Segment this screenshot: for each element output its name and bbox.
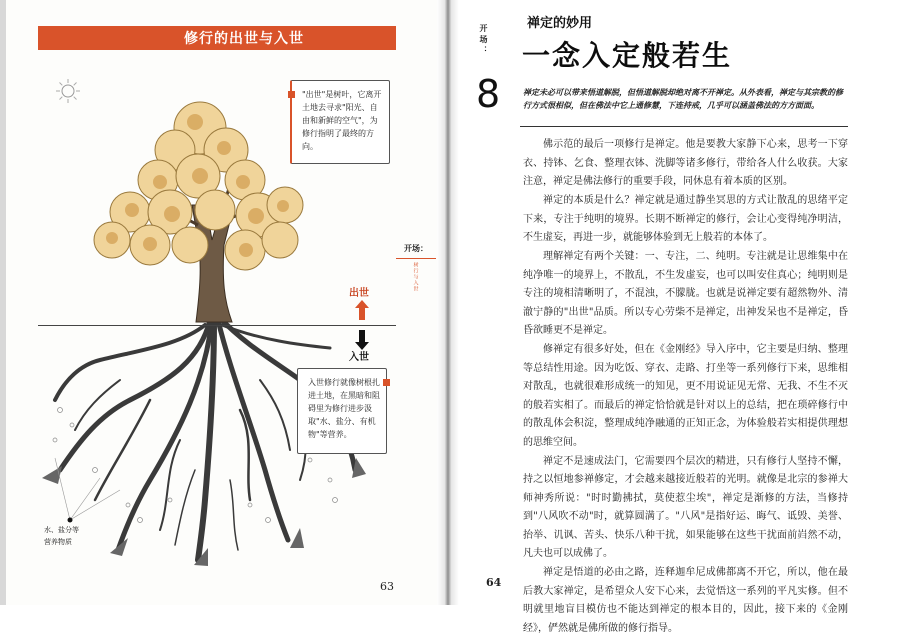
down-arrow-icon [355,330,369,350]
chapter-intro: 禅定未必可以带来悟道解脱，但悟道解脱却绝对离不开禅定。从外表看，禅定与其宗教的修行方式很相似，但在佛法中它上通修慧，下连持戒，几乎可以涵盖佛法的方方面面。 [523,87,843,110]
callout-roots [297,368,387,454]
callout-leaves-text: "出世"是树叶，它离开土地去寻求"阳光、自由和新鲜的空气"，为修行指明了最终的方向。 [302,90,382,151]
intro-divider [520,126,848,127]
callout-marker [288,91,295,98]
callout-roots-text: 入世修行就像树根扎进土地，在黑暗和阻碍里为修行进步汲取"水、盐分、有机物"等营养。 [308,378,380,439]
page-number-left: 63 [380,580,394,593]
side-tab-label: 开场： [404,244,428,253]
right-tab-label: 开场： [479,24,488,57]
book-gutter [437,0,459,605]
body-paragraph: 修禅定有很多好处，但在《金刚经》导入序中，它主要是归纳、整理等总结性用途。因为吃饭、穿衣、走路、打坐等一系列修行下来，思维相对散乱，也就很难形成统一的知见，更不用说证见无常、无我、不生不灭的般若实相了。而最后的禅定恰恰就是针对以上的总结，把在琐碎修行中的散乱体会积淀，整理成纯净融通的正知正念，为体验般若实相提供理想的思维空间。 [523,344,848,448]
nutrients-label [44,524,79,548]
side-tab-divider [396,258,436,259]
up-arrow-icon [355,300,369,320]
left-page-title: 修行的出世与入世 [184,31,304,47]
left-page [0,0,444,605]
side-tab-left [396,244,436,292]
ground-line [38,325,396,326]
label-chushi: 出世 [349,288,369,299]
page-number-right: 64 [486,576,502,589]
body-paragraph: 禅定的本质是什么？禅定就是通过静坐冥思的方式让散乱的思绪平定下来，专注于纯明的境界。长期不断禅定的修行，会让心变得纯净明洁，不生虚妄，再进一步，就能够体验到无上般若的本体了。 [523,195,848,243]
callout-leaves [290,80,390,164]
chapter-number: 8 [476,72,501,116]
nutrients-label-line1: 水、盐分等 [44,526,79,534]
body-paragraph: 禅定不是速成法门，它需要四个层次的精进，只有修行人坚持不懈，持之以恒地参禅修定，才会越来越接近般若的光明。就像是北宗的参禅大师神秀所说："时时勤拂拭，莫使惹尘埃"，禅定是渐修的方法，当修持到"八风吹不动"时，就算圆满了。"八风"是指好运、晦气、诋毁、美誉、抬举、讥讽、苦头、快乐八种干扰，如果能够在这些干扰面前岿然不动，凡夫也可以成佛了。 [523,455,848,559]
body-paragraph: 理解禅定有两个关键：一、专注，二、纯明。专注就是让思维集中在纯净唯一的境界上，不散乱，不生发虚妄，也可以叫安住真心；纯明则是专注的境相清晰明了，不混浊，不朦胧。也就是说禅定要有超然物外、清澈宁静的"出世"品质。所以专心劳柴不是禅定，出神发呆也不是禅定，昏昏欲睡更不是禅定。 [523,251,848,336]
callout-marker [383,379,390,386]
chapter-title: 一念入定般若生 [522,39,733,72]
side-tab-sub: 树行与入世 [412,262,419,292]
body-paragraph: 禅定是悟道的必由之路，连释迦牟尼成佛都离不开它，所以，他在最后教大家禅定，是希望众人安下心来，去觉悟这一系列的平凡实修。但不明就里地盲目模仿也不能达到禅定的根本目的，因此，接下来的《金刚经》，俨然就是佛所做的修行指导。 [523,567,848,634]
label-rushi: 入世 [349,352,369,363]
body-paragraph: 佛示范的最后一项修行是禅定。他是要教大家静下心来，思考一下穿衣、持钵、乞食、整理衣钵、洗脚等诸多修行，带给各人什么收获。大家注意，禅定是佛法修行的重要手段，同休息有着本质的区别。 [523,139,848,187]
body-text [523,136,848,639]
nutrients-label-line2: 营养物质 [44,538,72,546]
section-label: 禅定的妙用 [527,16,593,31]
